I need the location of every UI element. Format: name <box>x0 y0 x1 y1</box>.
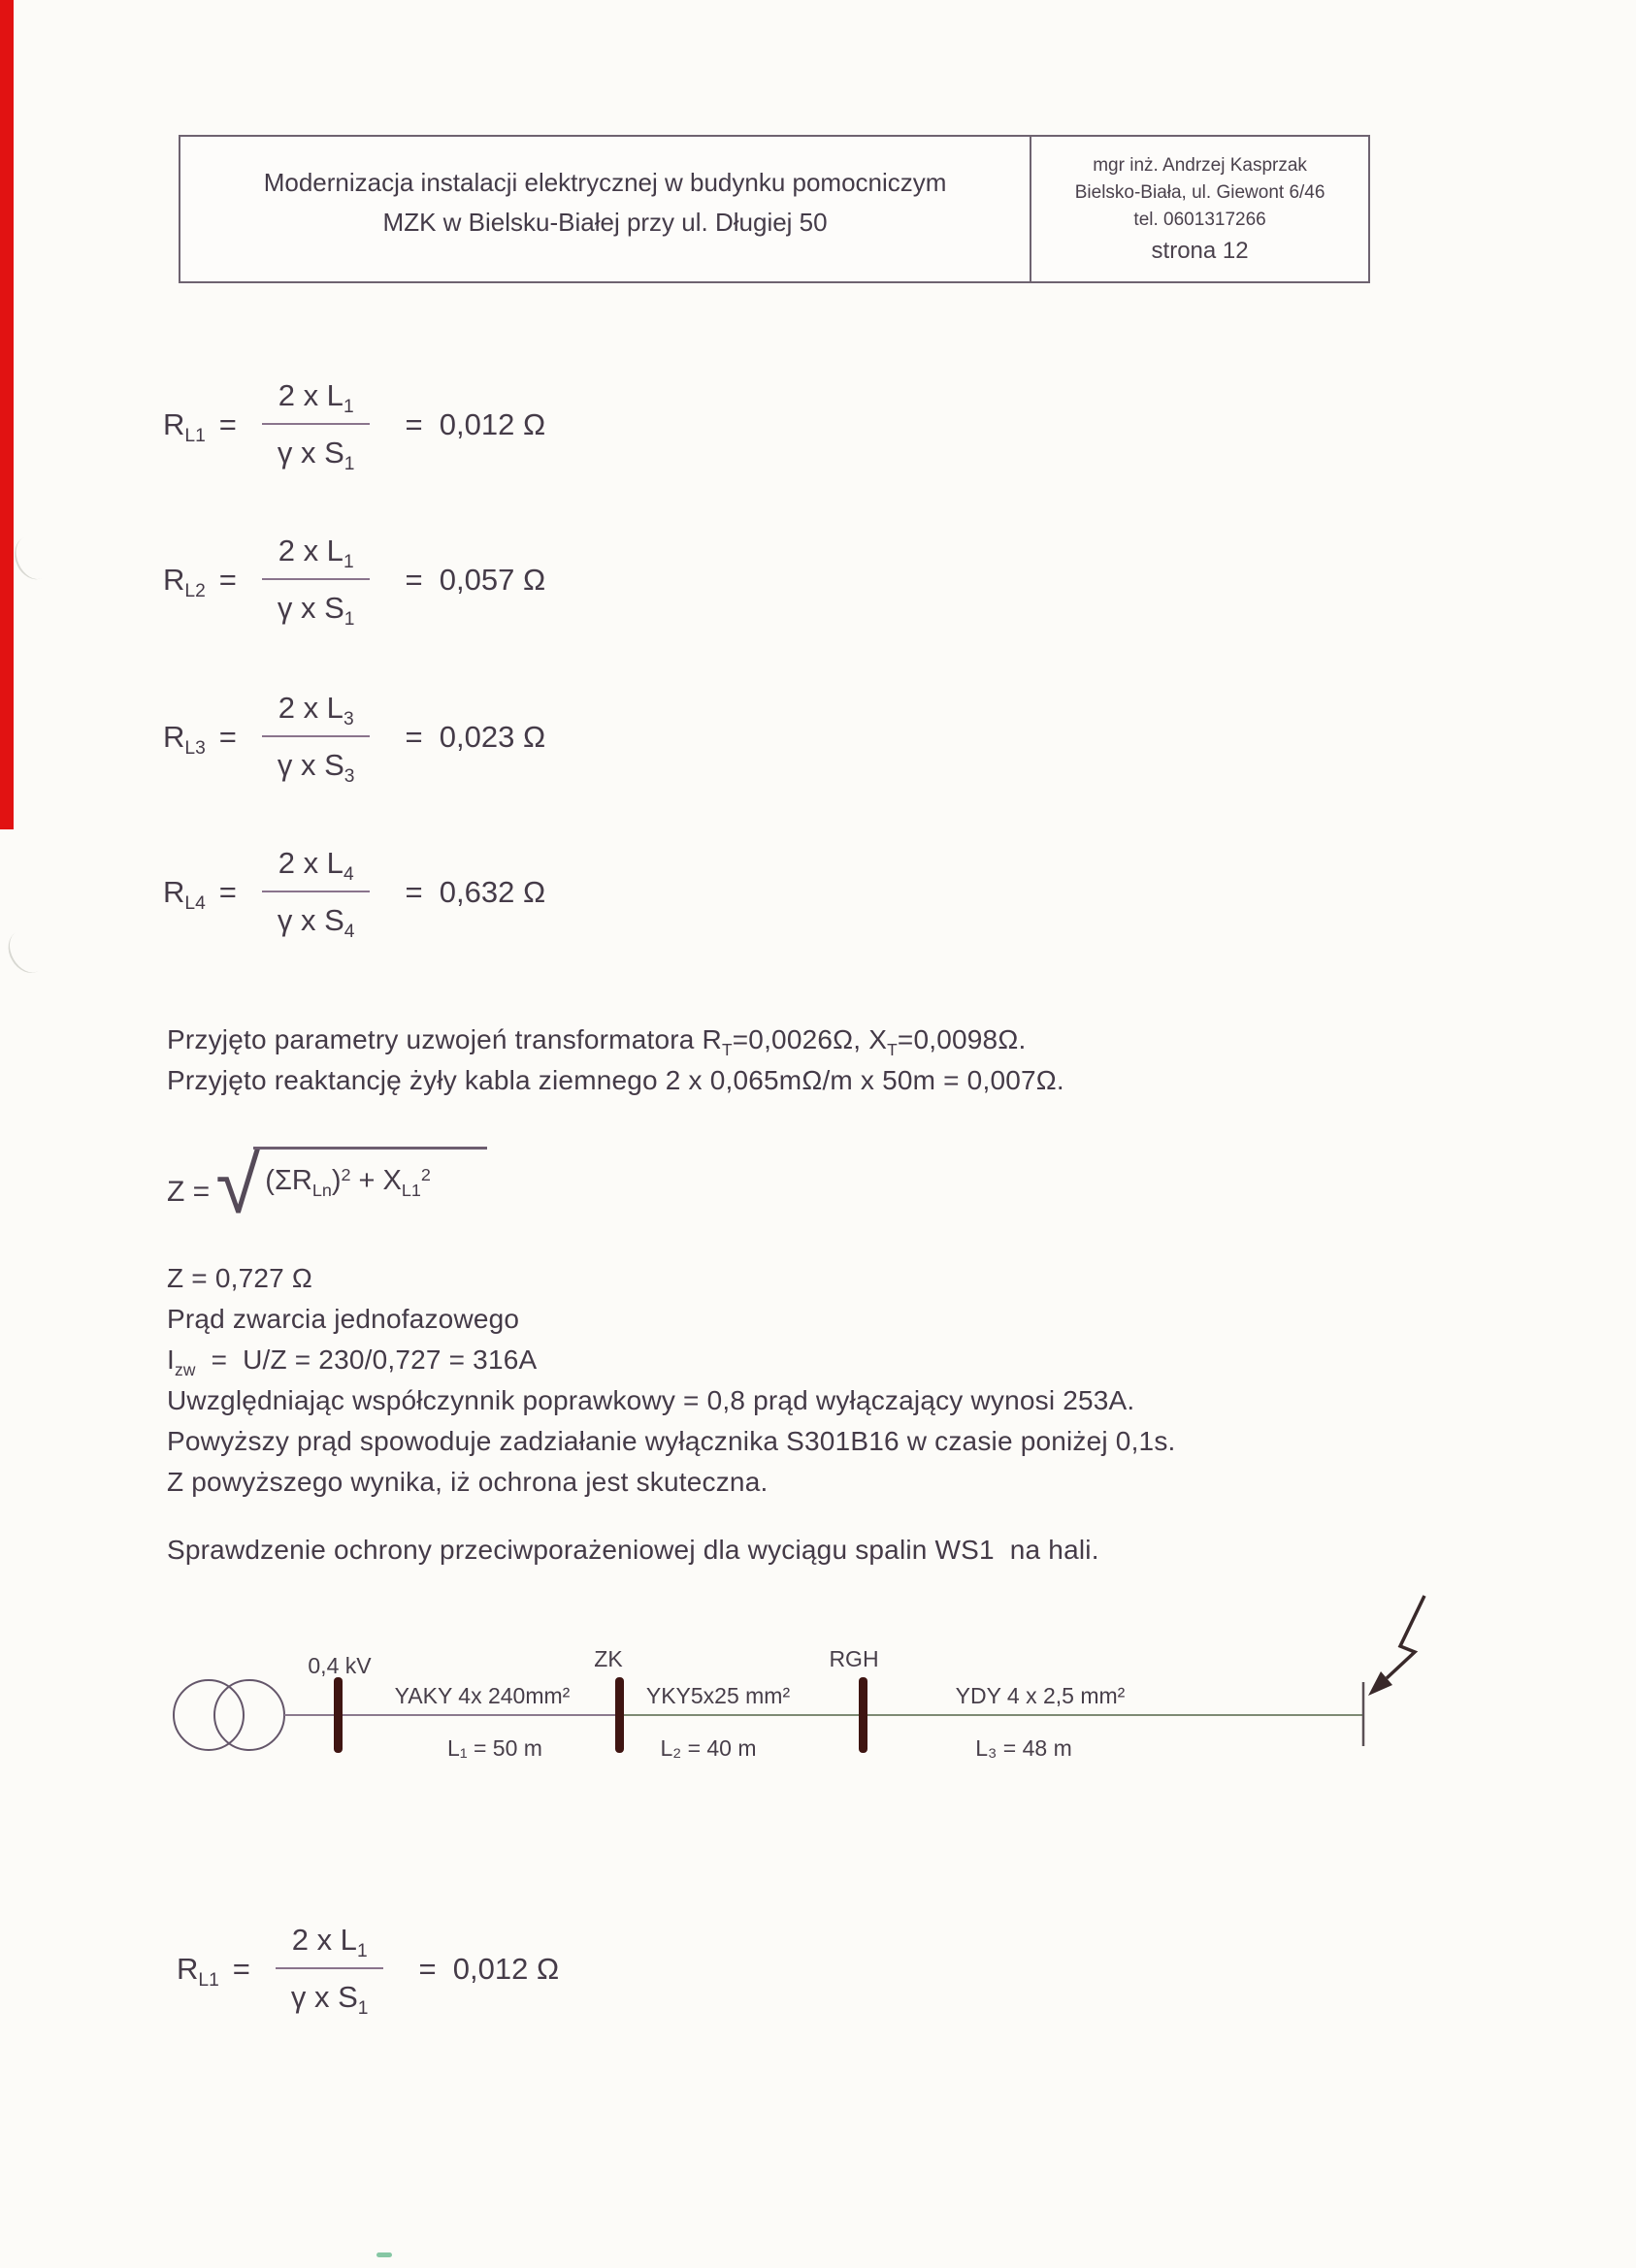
impedance-formula <box>167 1139 487 1230</box>
correction-factor-note: Uwzględniając współczynnik poprawkowy = 0,8 prąd wyłączający wynosi 253A. <box>167 1385 1135 1415</box>
page-number: strona 12 <box>1151 238 1249 264</box>
formula-lhs: $R_{L1}$ = <box>177 1951 250 1991</box>
assumption-cable-line: Przyjęto reaktancję żyły kabla ziemnego 2 x 0,065mΩ/m x 50m = 0,007Ω. <box>167 1065 1064 1095</box>
fraction-numerator: 2 x $L_1$ <box>262 532 371 580</box>
formula-lhs: $R_{L3}$ = <box>163 719 237 759</box>
rgh-label: RGH <box>829 1646 879 1671</box>
scan-mark-artifact <box>1 923 53 980</box>
project-title-line2: MZK w Bielsku-Białej przy ul. Długiej 50 <box>382 208 828 237</box>
fraction <box>262 532 371 631</box>
scan-mark-artifact <box>8 531 58 586</box>
formula-rl1-bottom <box>177 1921 560 2020</box>
zk-label: ZK <box>594 1646 623 1671</box>
author-phone: tel. 0601317266 <box>1133 210 1266 230</box>
cable1-label: YAKY 4x 240mm² <box>394 1683 571 1708</box>
fraction-denominator: γ x $S_3$ <box>277 748 355 788</box>
fraction-denominator: γ x $S_1$ <box>290 1980 369 2020</box>
formula-result: = 0,023 Ω <box>405 719 546 754</box>
busbar-zk <box>615 1677 624 1753</box>
fraction-numerator: 2 x $L_4$ <box>262 844 371 892</box>
formula-result: = 0,012 Ω <box>418 1951 560 1986</box>
formula-rl4 <box>163 844 546 943</box>
formula-rl2 <box>163 532 546 631</box>
fraction <box>276 1921 384 2020</box>
fraction <box>262 844 371 943</box>
fraction-numerator: 2 x $L_3$ <box>262 689 371 737</box>
scan-edge-artifact <box>0 0 14 829</box>
author-info <box>1030 137 1368 281</box>
fraction-numerator: 2 x $L_1$ <box>262 376 371 425</box>
impedance-value-line: Z = 0,727 Ω <box>167 1263 312 1293</box>
assumption-transformer-line: Przyjęto parametry uzwojeń transformatora $R_T=0,0026\Omega$, $X_T=0,0098\Omega$. <box>167 1024 1027 1059</box>
impedance-lhs: Z = <box>167 1176 211 1208</box>
formula-result: = 0,057 Ω <box>405 562 546 597</box>
fraction <box>262 689 371 788</box>
voltage-label: 0,4 kV <box>308 1653 372 1678</box>
formula-rl3 <box>163 689 546 788</box>
author-name: mgr inż. Andrzej Kasprzak <box>1093 155 1307 176</box>
fraction-denominator: γ x $S_1$ <box>277 591 355 631</box>
cable3-label: YDY 4 x 2,5 mm² <box>955 1683 1126 1708</box>
formula-result: = 0,632 Ω <box>405 874 546 909</box>
formula-rl1 <box>163 376 546 475</box>
radicand: $(\Sigma R_{Ln})^2 + X_{L1}^2$ <box>253 1147 487 1197</box>
breaker-trip-note: Powyższy prąd spowoduje zadziałanie wyłącznika S301B16 w czasie poniżej 0,1s. <box>167 1426 1176 1456</box>
sqrt-radical-icon: √ <box>215 1139 261 1230</box>
fault-arrow-icon <box>1368 1596 1424 1696</box>
fraction-denominator: γ x $S_4$ <box>277 903 355 943</box>
cable3-length-label: L₃ = 48 m <box>975 1735 1072 1761</box>
author-address: Bielsko-Biała, ul. Giewont 6/46 <box>1074 182 1325 203</box>
busbar-rgh <box>859 1677 867 1753</box>
cable2-label: YKY5x25 mm² <box>645 1683 791 1708</box>
scan-speck-artifact <box>376 2252 392 2257</box>
formula-lhs: $R_{L4}$ = <box>163 874 237 914</box>
formula-result: = 0,012 Ω <box>405 406 546 441</box>
formula-lhs: $R_{L1}$ = <box>163 406 237 446</box>
project-title-line1: Modernizacja instalacji elektrycznej w budynku pomocniczym <box>263 168 947 197</box>
fraction <box>262 376 371 475</box>
one-line-diagram <box>0 1581 1636 1824</box>
short-circuit-current-line: $I_{zw} = U/Z = 230/0,727 = 316A$ <box>167 1345 538 1379</box>
fraction-numerator: 2 x $L_1$ <box>276 1921 384 1969</box>
cable2-length-label: L₂ = 40 m <box>660 1735 757 1761</box>
busbar-0-4kv <box>334 1677 343 1753</box>
conclusion-note: Z powyższego wynika, iż ochrona jest skuteczna. <box>167 1467 769 1497</box>
cable1-length-label: L₁ = 50 m <box>447 1735 542 1761</box>
formula-lhs: $R_{L2}$ = <box>163 562 237 601</box>
project-title <box>180 137 1030 281</box>
short-circuit-title: Prąd zwarcia jednofazowego <box>167 1304 520 1334</box>
header-box <box>179 135 1370 283</box>
section-title-ws1: Sprawdzenie ochrony przeciwporażeniowej dla wyciągu spalin WS1 na hali. <box>167 1535 1099 1565</box>
fraction-denominator: γ x $S_1$ <box>277 436 355 475</box>
transformer-icon <box>174 1680 284 1750</box>
